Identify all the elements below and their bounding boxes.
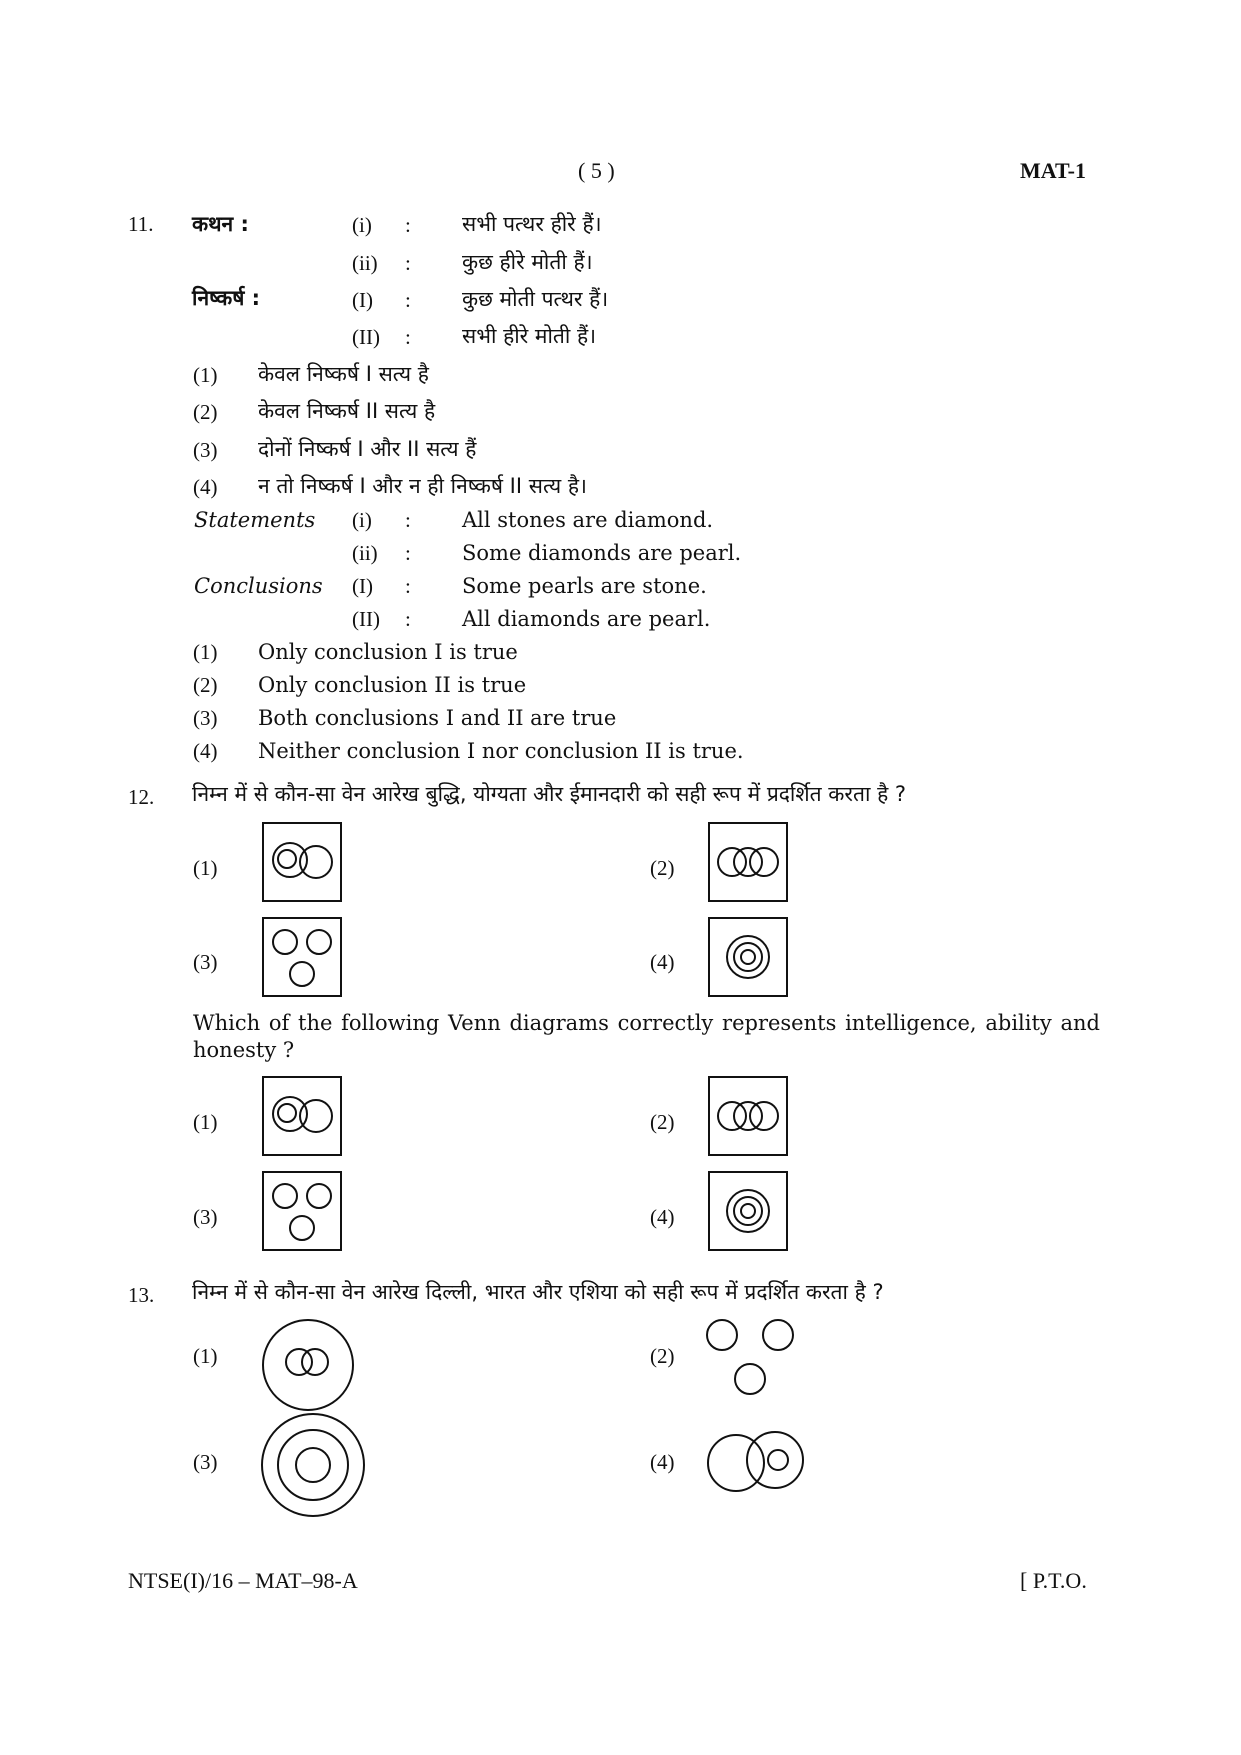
- q11-hi-option-num: (3): [193, 438, 218, 462]
- q11-en-option-num: (3): [193, 706, 218, 730]
- q11-en-option-text: Only conclusion I is true: [258, 640, 518, 664]
- footer-pto: [ P.T.O.: [1020, 1568, 1087, 1593]
- venn-option-3[interactable]: [262, 1171, 342, 1251]
- venn-option-4[interactable]: [700, 1423, 810, 1503]
- q11-hi-conclusion-text: कुछ मोती पत्थर हैं।: [462, 287, 609, 311]
- venn-three-concentric-diagram: [258, 1410, 368, 1520]
- venn-option-2[interactable]: [700, 1318, 800, 1398]
- q11-hi-option-text: दोनों निष्कर्ष I और II सत्य हैं: [258, 437, 477, 461]
- paper-code: MAT-1: [1020, 158, 1086, 183]
- q11-en-option-text: Only conclusion II is true: [258, 673, 527, 697]
- q11-en-conclusion-sep: :: [405, 607, 411, 631]
- q11-number: 11.: [128, 212, 154, 236]
- q12-number: 12.: [128, 785, 155, 809]
- venn-two-overlap-in-circle-diagram: [258, 1315, 358, 1415]
- q11-en-conclusion-num: (I): [352, 574, 373, 598]
- venn-option-4[interactable]: [708, 1171, 788, 1251]
- q11-hi-option-text: केवल निष्कर्ष II सत्य है: [258, 399, 436, 423]
- q12-option-label: (1): [193, 856, 218, 880]
- q12-hi-question: निम्न में से कौन-सा वेन आरेख बुद्धि, योग्यता और ईमानदारी को सही रूप में प्रदर्शित करता है ?: [192, 782, 907, 806]
- q11-en-statement-text: Some diamonds are pearl.: [462, 541, 742, 565]
- q13-option-label: (1): [193, 1344, 218, 1368]
- q12-option-label: (2): [650, 1110, 675, 1134]
- venn-chain-diagram: [710, 1078, 786, 1154]
- q11-hi-option-num: (2): [193, 400, 218, 424]
- q11-en-option-num: (2): [193, 673, 218, 697]
- q11-en-conclusion-text: Some pearls are stone.: [462, 574, 707, 598]
- q11-hi-conclusion-sep: :: [405, 325, 411, 349]
- q11-hi-statement-num: (ii): [352, 251, 378, 275]
- venn-partial-overlap-diagram: [264, 1078, 340, 1154]
- q11-hi-conclusion-num: (II): [352, 325, 380, 349]
- q13-option-label: (4): [650, 1450, 675, 1474]
- q11-hi-conclusions-label: निष्कर्ष :: [192, 286, 261, 310]
- q11-en-option-text: Both conclusions I and II are true: [258, 706, 617, 730]
- venn-option-2[interactable]: [708, 1076, 788, 1156]
- q12-option-label: (2): [650, 856, 675, 880]
- q11-hi-conclusion-num: (I): [352, 288, 373, 312]
- q11-hi-statement-num: (i): [352, 213, 372, 237]
- q11-en-statement-sep: :: [405, 508, 411, 532]
- page-number: ( 5 ): [578, 158, 615, 183]
- q11-hi-option-text: न तो निष्कर्ष I और न ही निष्कर्ष II सत्य है।: [258, 474, 587, 498]
- venn-separate-diagram: [264, 1173, 340, 1249]
- q13-number: 13.: [128, 1283, 155, 1307]
- q11-en-option-num: (1): [193, 640, 218, 664]
- q11-en-statement-sep: :: [405, 541, 411, 565]
- venn-separate-diagram: [264, 919, 340, 995]
- q12-option-label: (4): [650, 950, 675, 974]
- q13-option-label: (2): [650, 1344, 675, 1368]
- q12-option-label: (4): [650, 1205, 675, 1229]
- q11-hi-conclusion-sep: :: [405, 288, 411, 312]
- q11-en-conclusion-text: All diamonds are pearl.: [462, 607, 711, 631]
- venn-option-3[interactable]: [258, 1410, 368, 1520]
- venn-option-1[interactable]: [262, 822, 342, 902]
- venn-option-1[interactable]: [258, 1315, 358, 1415]
- footer-code: NTSE(I)/16 – MAT–98-A: [128, 1568, 358, 1593]
- q11-en-statement-num: (ii): [352, 541, 378, 565]
- q11-hi-option-num: (4): [193, 475, 218, 499]
- venn-overlap-with-inner-diagram: [700, 1423, 810, 1503]
- q11-hi-statement-sep: :: [405, 213, 411, 237]
- q11-hi-conclusion-text: सभी हीरे मोती हैं।: [462, 324, 597, 348]
- q11-hi-statement-text: कुछ हीरे मोती हैं।: [462, 250, 593, 274]
- q12-en-question: Which of the following Venn diagrams correctly represents intelligence, ability and honesty ?: [193, 1011, 1100, 1062]
- q11-en-statements-label: Statements: [194, 508, 316, 532]
- q11-hi-option-num: (1): [193, 363, 218, 387]
- venn-option-3[interactable]: [262, 917, 342, 997]
- venn-option-4[interactable]: [708, 917, 788, 997]
- q11-en-statement-text: All stones are diamond.: [462, 508, 714, 532]
- q11-hi-option-text: केवल निष्कर्ष I सत्य है: [258, 362, 429, 386]
- venn-concentric-diagram: [710, 1173, 786, 1249]
- venn-option-1[interactable]: [262, 1076, 342, 1156]
- q13-option-label: (3): [193, 1450, 218, 1474]
- venn-three-separate-diagram: [700, 1318, 800, 1398]
- venn-chain-diagram: [710, 824, 786, 900]
- q11-en-option-num: (4): [193, 739, 218, 763]
- venn-option-2[interactable]: [708, 822, 788, 902]
- q11-en-option-text: Neither conclusion I nor conclusion II is true.: [258, 739, 744, 763]
- venn-partial-overlap-diagram: [264, 824, 340, 900]
- q11-en-conclusion-sep: :: [405, 574, 411, 598]
- q12-option-label: (1): [193, 1110, 218, 1134]
- q11-hi-statements-label: कथन :: [192, 212, 249, 236]
- q12-option-label: (3): [193, 1205, 218, 1229]
- q11-en-conclusion-num: (II): [352, 607, 380, 631]
- venn-concentric-diagram: [710, 919, 786, 995]
- q12-option-label: (3): [193, 950, 218, 974]
- q11-hi-statement-sep: :: [405, 251, 411, 275]
- q11-en-statement-num: (i): [352, 508, 372, 532]
- q11-en-conclusions-label: Conclusions: [194, 574, 323, 598]
- q13-hi-question: निम्न में से कौन-सा वेन आरेख दिल्ली, भारत और एशिया को सही रूप में प्रदर्शित करता है ?: [192, 1280, 884, 1304]
- q11-hi-statement-text: सभी पत्थर हीरे हैं।: [462, 212, 602, 236]
